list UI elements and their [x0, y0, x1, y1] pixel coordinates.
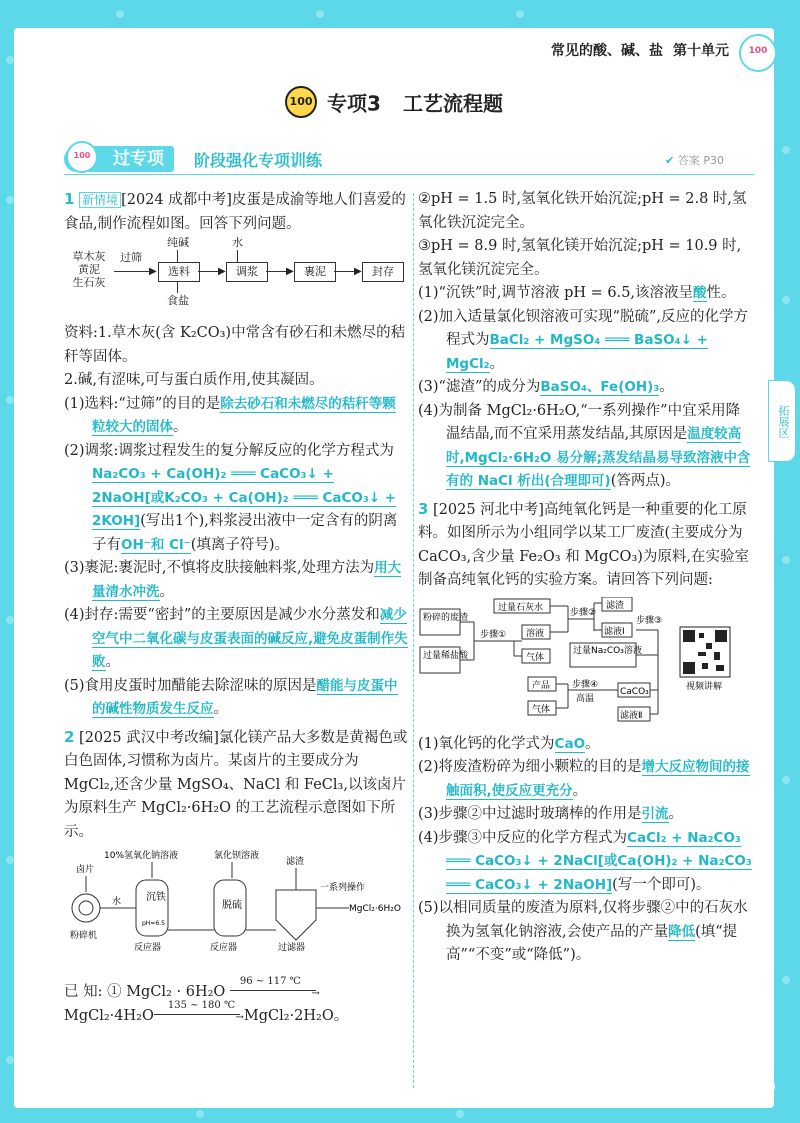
svg-text:粉碎机: 粉碎机: [70, 931, 98, 941]
q1-flowchart: 草木灰 黄泥 生石灰 过筛 ▶ 纯碱 选料 食盐 ▶ 水 调浆 ▶ 裹泥 ▶ 封存: [64, 238, 409, 318]
q1-stem: 1 新情境 [2024 成都中考]皮蛋是成渝等地人们喜爱的食品,制作流程如图。回答下列问题。: [64, 190, 406, 232]
page-title: 100 专项3 工艺流程题: [14, 86, 774, 118]
left-column: [64, 188, 409, 1028]
q2-known-2: MgCl₂·4H₂O 135 ~ 180 ℃ → MgCl₂·2H₂O。: [64, 999, 349, 1024]
answer-q2-3: BaSO₄、Fe(OH)₃: [540, 379, 660, 395]
answer-q3-4: CaCl₂ + Na₂CO₃ ═══ CaCO₃↓ + 2NaCl[或Ca(OH)₂ + Na₂CO₃ ═══ CaCO₃↓ + 2NaOH]: [446, 829, 752, 893]
q3-part-1: (1)氧化钙的化学式为CaO。: [418, 735, 600, 752]
q1-part-1: (1)选料:“过筛”的目的是除去砂石和未燃尽的秸秆等颗粒较大的固体。: [64, 395, 396, 435]
svg-text:步骤②: 步骤②: [570, 607, 597, 618]
answer-q3-1: CaO: [554, 735, 586, 752]
svg-text:步骤④: 步骤④: [572, 679, 599, 690]
q3-stem: 3 [2025 河北中考]高纯氧化钙是一种重要的化工原料。如图所示为小组同学以某工厂废渣(主要成分为 CaCO₃,含少量 Fe₂O₃ 和 MgCO₃)为原料,在实验室制备高纯氧化钙的实验方案。请回答下列问题:: [418, 499, 750, 588]
svg-text:高温: 高温: [576, 693, 595, 704]
answer-q2-2: BaCl₂ + MgSO₄ ═══ BaSO₄↓ + MgCl₂: [446, 332, 708, 372]
svg-text:粉碎的废渣: 粉碎的废渣: [423, 612, 469, 623]
q1-info-2: 2.碱,有涩味,可与蛋白质作用,使其凝固。: [64, 372, 324, 388]
running-header: [14, 40, 729, 60]
q3-part-3: (3)步骤②中过滤时玻璃棒的作用是引流。: [418, 806, 684, 822]
star-badge-icon: 100: [285, 86, 317, 118]
svg-text:MgCl₂·6H₂O: MgCl₂·6H₂O: [349, 904, 401, 914]
page-sheet: [14, 28, 774, 1108]
answer-q1-1: 除去砂石和未燃尽的秸秆等颗粒较大的固体: [92, 395, 396, 435]
svg-text:CaCO₃: CaCO₃: [620, 686, 649, 697]
svg-text:反应器: 反应器: [210, 943, 238, 953]
brand-logo-icon: 100: [739, 34, 777, 72]
answer-q1-5: 醋能与皮蛋中的碱性物质发生反应: [92, 677, 398, 717]
q1-part-5: (5)食用皮蛋时加醋能去除涩味的原因是醋能与皮蛋中的碱性物质发生反应。: [64, 677, 398, 717]
q2-condition-3: ③pH = 8.9 时,氢氧化镁开始沉淀;pH = 10.9 时,氢氧化镁沉淀完全。: [418, 238, 742, 278]
side-tab-extension[interactable]: 拓展区: [768, 380, 796, 462]
answer-q1-2: Na₂CO₃ + Ca(OH)₂ ═══ CaCO₃↓ + 2NaOH[或K₂CO₃ + Ca(OH)₂ ═══ CaCO₃↓ + 2KOH]: [92, 466, 397, 529]
q1-part-4: (4)封存:需要“密封”的主要原因是减少水分蒸发和减少空气中二氧化碳与皮蛋表面的碱反应,避免皮蛋制作失败。: [64, 607, 408, 670]
svg-text:滤液Ⅱ: 滤液Ⅱ: [620, 710, 643, 721]
svg-text:步骤③: 步骤③: [636, 615, 663, 626]
svg-text:水: 水: [112, 897, 122, 907]
svg-text:10%氢氧化钠溶液: 10%氢氧化钠溶液: [104, 851, 179, 861]
right-column: [418, 188, 752, 968]
section-tag: 过专项: [64, 146, 174, 172]
q2-flowchart: [64, 850, 409, 975]
answer-q2-1: 酸: [693, 285, 707, 301]
answer-q1-2b: OH⁻和 Cl⁻: [121, 536, 191, 553]
svg-text:反应器: 反应器: [134, 943, 162, 953]
svg-text:过量稀盐酸: 过量稀盐酸: [423, 650, 469, 661]
answer-q2-4: 温度较高时,MgCl₂·6H₂O 易分解;蒸发结晶易导致溶液中含有的 NaCl 析出(合理即可): [446, 426, 751, 489]
svg-text:脱硫: 脱硫: [222, 900, 242, 911]
svg-text:pH=6.5: pH=6.5: [142, 920, 165, 927]
answer-q1-4: 减少空气中二氧化碳与皮蛋表面的碱反应,避免皮蛋制作失败: [92, 607, 408, 670]
svg-text:产品: 产品: [532, 680, 551, 691]
unit-title: 第十单元: [673, 43, 729, 59]
q1-part-3: (3)裹泥:裹泥时,不慎将皮肤接触料浆,处理方法为用大量清水冲洗。: [64, 560, 402, 600]
q2-part-4: (4)为制备 MgCl₂·6H₂O,“一系列操作”中宜采用降温结晶,而不宜采用蒸发结晶,其原因是温度较高时,MgCl₂·6H₂O 易分解;蒸发结晶易导致溶液中含有的 NaCl 析出(合理即可)(答两点)。: [418, 402, 751, 489]
svg-text:卤片: 卤片: [76, 865, 95, 875]
chapter-title: 常见的酸、碱、盐: [551, 43, 663, 59]
svg-text:视频讲解: 视频讲解: [686, 681, 723, 692]
q3-part-5: (5)以相同质量的废渣为原料,仅将步骤②中的石灰水换为氢氧化钠溶液,会使产品的产量降低(填“提高”“不变”或“降低”)。: [418, 900, 748, 963]
svg-text:滤渣: 滤渣: [286, 857, 305, 867]
svg-text:过量石灰水: 过量石灰水: [498, 602, 544, 613]
new-context-tag: 新情境: [79, 192, 121, 208]
qr-code-icon: [680, 627, 730, 677]
q1-part-2: (2)调浆:调浆过程发生的复分解反应的化学方程式为Na₂CO₃ + Ca(OH)₂ ═══ CaCO₃↓ + 2NaOH[或K₂CO₃ + Ca(OH)₂ ═══ CaCO₃↓ + 2KOH](写出1个),料浆浸出液中一定含有的阴离子有OH⁻和 Cl⁻(填离子符号)。: [64, 442, 398, 553]
column-divider: [413, 193, 414, 1088]
answer-q3-2: 增大反应物间的接触面积,使反应更充分: [446, 759, 750, 799]
q2-known-1: 已 知: ① MgCl₂ · 6H₂O 96 ~ 117 ℃ →: [64, 976, 320, 1000]
section-bar: [64, 146, 754, 175]
svg-text:气体: 气体: [526, 652, 545, 663]
svg-text:溶液: 溶液: [526, 628, 545, 639]
svg-text:沉铁: 沉铁: [146, 892, 166, 903]
section-subtitle: 阶段强化专项训练: [194, 151, 323, 170]
q2-stem: 2 [2025 武汉中考改编]氯化镁产品大多数是黄褐色或白色固体,习惯称为卤片。某卤片的主要成分为 MgCl₂,还含少量 MgSO₄、NaCl 和 FeCl₃,以该卤片为原料生产 MgCl₂·6H₂O 的工艺流程示意图如下所示。: [64, 727, 408, 840]
svg-text:过滤器: 过滤器: [278, 943, 306, 953]
q2-part-3: (3)“滤渣”的成分为BaSO₄、Fe(OH)₃。: [418, 379, 674, 395]
q2-part-1: (1)“沉铁”时,调节溶液 pH = 6.5,该溶液呈酸性。: [418, 285, 736, 301]
svg-text:气体: 气体: [532, 704, 551, 715]
svg-text:滤液Ⅰ: 滤液Ⅰ: [604, 626, 625, 637]
svg-text:氯化钡溶液: 氯化钡溶液: [214, 851, 260, 861]
q2-condition-2: ②pH = 1.5 时,氢氧化铁开始沉淀;pH = 2.8 时,氢氧化铁沉淀完全。: [418, 191, 747, 231]
answer-q1-3: 用大量清水冲洗: [92, 560, 402, 600]
answer-q3-3: 引流: [641, 806, 669, 822]
page-number: 56: [748, 1073, 776, 1097]
q3-part-2: (2)将废渣粉碎为细小颗粒的目的是增大反应物间的接触面积,使反应更充分。: [418, 759, 750, 799]
answer-reference[interactable]: ✔ 答案 P30: [665, 154, 724, 167]
q2-part-2: (2)加入适量氯化钡溶液可实现“脱硫”,反应的化学方程式为BaCl₂ + MgSO₄ ═══ BaSO₄↓ + MgCl₂。: [418, 308, 748, 372]
svg-text:过量Na₂CO₃溶液: 过量Na₂CO₃溶液: [573, 645, 642, 656]
svg-text:步骤①: 步骤①: [480, 629, 507, 640]
q3-part-4: (4)步骤③中反应的化学方程式为CaCl₂ + Na₂CO₃ ═══ CaCO₃↓ + 2NaCl[或Ca(OH)₂ + Na₂CO₃ ═══ CaCO₃↓ + 2NaOH](写一个即可)。: [418, 829, 752, 893]
answer-q3-5: 降低: [668, 923, 696, 940]
mascot-icon: 100: [66, 141, 98, 173]
svg-text:滤渣: 滤渣: [606, 600, 625, 611]
svg-text:一系列操作: 一系列操作: [320, 883, 366, 893]
q1-info-1: 资料:1.草木灰(含 K₂CO₃)中常含有砂石和未燃尽的秸秆等固体。: [64, 325, 406, 365]
q3-flowchart: [418, 597, 752, 727]
